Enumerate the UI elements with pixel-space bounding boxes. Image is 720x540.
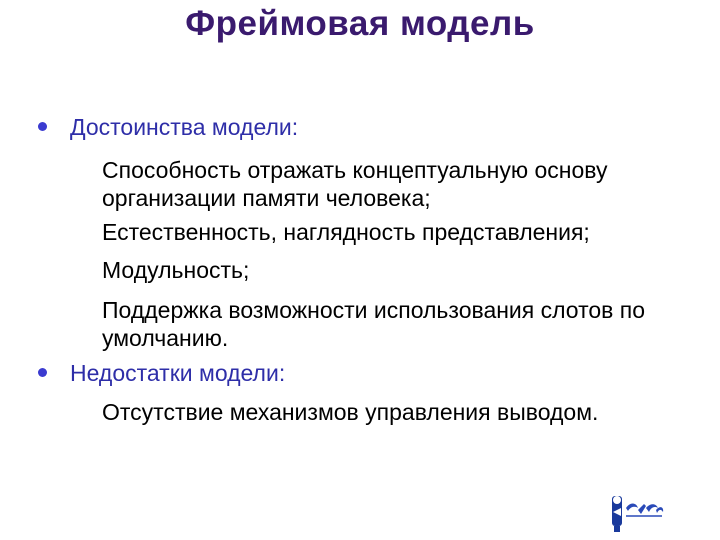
advantage-item: Способность отражать концептуальную основу организации памяти человека; xyxy=(102,157,608,211)
slide-title: Фреймовая модель xyxy=(185,4,535,43)
advantage-item: Естественность, наглядность представления; xyxy=(102,219,590,245)
advantage-item: Модульность; xyxy=(102,257,250,283)
bullet-dot-icon xyxy=(38,122,47,131)
disadvantage-item: Отсутствие механизмов управления выводом. xyxy=(102,399,599,425)
advantages-heading: Достоинства модели: xyxy=(70,114,299,140)
slide-content xyxy=(38,112,698,426)
advantage-item: Поддержка возможности использования слотов по умолчанию. xyxy=(102,297,646,351)
university-logo xyxy=(608,490,666,534)
university-logo-icon xyxy=(608,490,666,534)
advantages-heading-row xyxy=(38,112,698,142)
disadvantages-heading: Недостатки модели: xyxy=(70,360,286,386)
bullet-dot-icon xyxy=(38,368,47,377)
disadvantages-heading-row xyxy=(38,358,698,388)
